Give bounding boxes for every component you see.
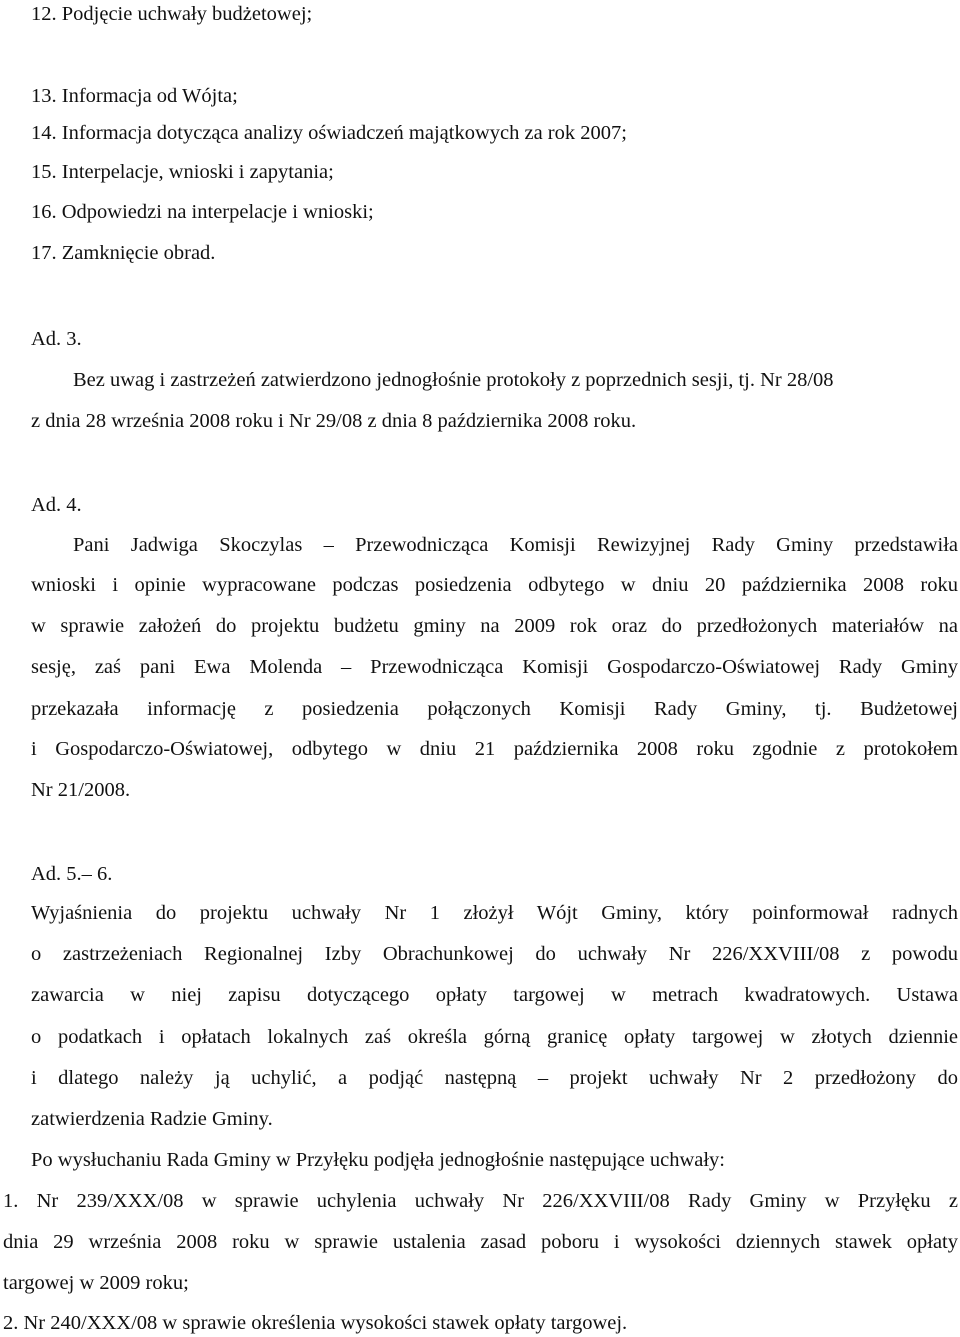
ad56-resolution-2: 2. Nr 240/XXX/08 w sprawie określenia wysokości stawek opłaty targowej. <box>3 1312 628 1334</box>
ad3-line-2: z dnia 28 września 2008 roku i Nr 29/08 z dnia 8 października 2008 roku. <box>31 410 637 432</box>
ad4-line-3: w sprawie założeń do projektu budżetu gminy na 2009 rok oraz do przedłożonych materiałów na <box>31 615 958 637</box>
ad3-line-1: Bez uwag i zastrzeżeń zatwierdzono jednogłośnie protokoły z poprzednich sesji, tj. Nr 28/08 <box>73 369 834 391</box>
ad56-line-1: Wyjaśnienia do projektu uchwały Nr 1 złożył Wójt Gminy, który poinformował radnych <box>31 902 958 924</box>
ad56-resolution-1-line-2: dnia 29 września 2008 roku w sprawie ustalenia zasad poboru i wysokości dziennych stawek opłaty <box>3 1231 958 1253</box>
agenda-item-13: 13. Informacja od Wójta; <box>31 85 238 107</box>
ad4-line-2: wnioski i opinie wypracowane podczas posiedzenia odbytego w dniu 20 października 2008 roku <box>31 574 958 596</box>
agenda-item-15: 15. Interpelacje, wnioski i zapytania; <box>31 161 334 183</box>
agenda-item-17: 17. Zamknięcie obrad. <box>31 242 216 264</box>
agenda-item-14: 14. Informacja dotycząca analizy oświadczeń majątkowych za rok 2007; <box>31 122 627 144</box>
ad4-line-4: sesję, zaś pani Ewa Molenda – Przewodnicząca Komisji Gospodarczo-Oświatowej Rady Gminy <box>31 656 958 678</box>
section-heading-ad4: Ad. 4. <box>31 494 82 516</box>
section-heading-ad56: Ad. 5.– 6. <box>31 863 113 885</box>
ad56-line-7: Po wysłuchaniu Rada Gminy w Przyłęku podjęła jednogłośnie następujące uchwały: <box>31 1149 725 1171</box>
agenda-item-12: 12. Podjęcie uchwały budżetowej; <box>31 3 313 25</box>
agenda-item-16: 16. Odpowiedzi na interpelacje i wnioski; <box>31 201 374 223</box>
ad56-resolution-1-line-1: 1. Nr 239/XXX/08 w sprawie uchylenia uchwały Nr 226/XXVIII/08 Rady Gminy w Przyłęku z <box>3 1190 958 1212</box>
ad56-line-3: zawarcia w niej zapisu dotyczącego opłaty targowej w metrach kwadratowych. Ustawa <box>31 984 958 1006</box>
ad56-line-4: o podatkach i opłatach lokalnych zaś określa górną granicę opłaty targowej w złotych dziennie <box>31 1026 958 1048</box>
ad4-line-1: Pani Jadwiga Skoczylas – Przewodnicząca Komisji Rewizyjnej Rady Gminy przedstawiła <box>73 534 958 556</box>
section-heading-ad3: Ad. 3. <box>31 328 82 350</box>
ad4-line-5: przekazała informację z posiedzenia połączonych Komisji Rady Gminy, tj. Budżetowej <box>31 698 958 720</box>
ad56-resolution-1-line-3: targowej w 2009 roku; <box>3 1272 189 1294</box>
ad4-line-6: i Gospodarczo-Oświatowej, odbytego w dniu 21 października 2008 roku zgodnie z protokołem <box>31 738 958 760</box>
ad4-line-7: Nr 21/2008. <box>31 779 131 801</box>
ad56-line-6: zatwierdzenia Radzie Gminy. <box>31 1108 273 1130</box>
ad56-line-2: o zastrzeżeniach Regionalnej Izby Obrachunkowej do uchwały Nr 226/XXVIII/08 z powodu <box>31 943 958 965</box>
ad56-line-5: i dlatego należy ją uchylić, a podjąć następną – projekt uchwały Nr 2 przedłożony do <box>31 1067 958 1089</box>
